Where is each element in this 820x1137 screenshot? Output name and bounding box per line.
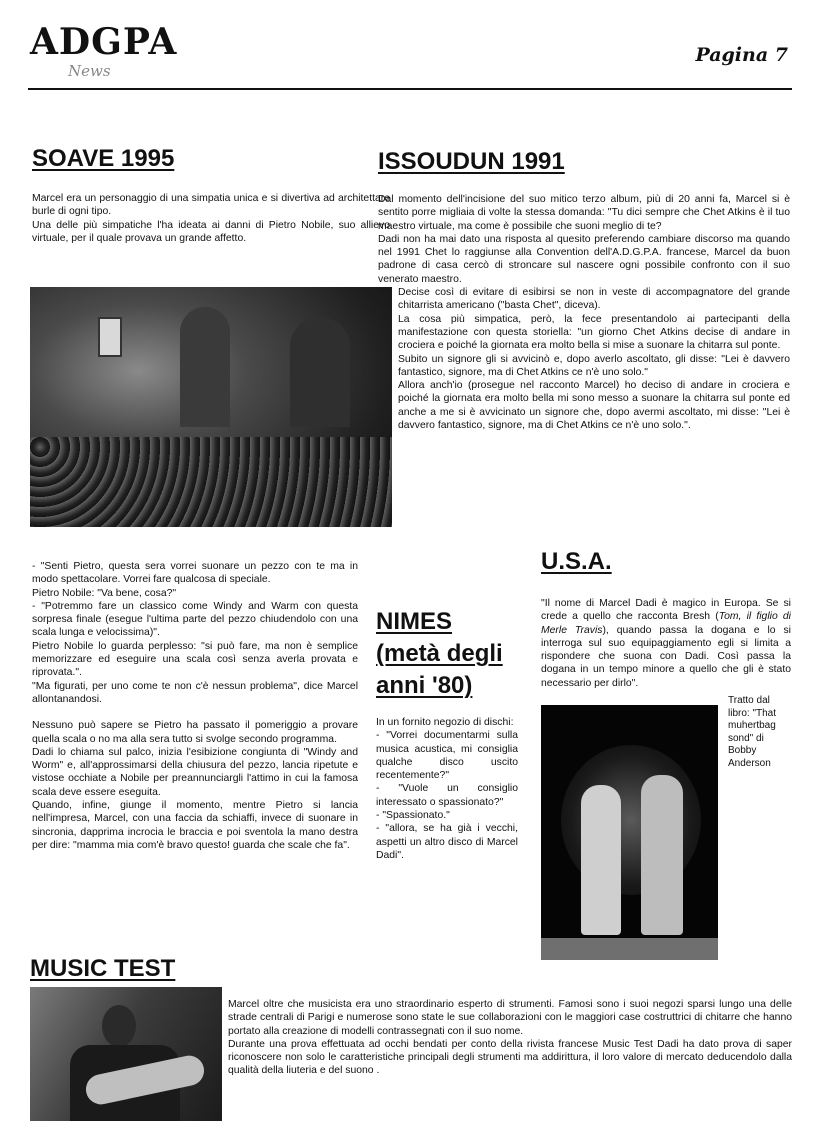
soave-story — [32, 560, 358, 852]
usa-para-2: ), quando passa la dogana e lo si interroga sul suo equipaggiamento egli si limita a rispondere che suona con Dadi. Così passa la dogana in un tempo minore a quello che gli è stato necessario per dirlo". — [541, 624, 791, 689]
nimes-p3: - "Vuole un consiglio interessato o spassionato?" — [376, 783, 518, 808]
music-test-p2: Durante una prova effettuata ad occhi bendati per conto della rivista francese Music Test Dadi ha dato prova di saper riconoscere non solo le caratteristiche principali degli strumenti ma addirittura, il loro valore di mercato deducendolo dalla qualità della liuteria e del suono . — [228, 1038, 792, 1077]
nimes-text — [376, 716, 518, 862]
issoudun-p3: Decise così di evitare di esibirsi se non in veste di accompagnatore del grande chitarrista americano ("basta Chet", diceva). — [398, 287, 790, 312]
soave-intro-p1: Marcel era un personaggio di una simpatia unica e si divertiva ad architettare burle di ogni tipo. — [32, 193, 390, 218]
usa-source: Tratto dal libro: "That muhertbag sond" di Bobby Anderson — [728, 695, 777, 769]
nimes-p4: - "Spassionato." — [376, 810, 450, 822]
issoudun-p6: Allora anch'io (prosegue nel racconto Marcel) ho deciso di andare in crociera e poiché la giornata era molto bella mi sono messo a suonare la chitarra sul ponte ed anche a me si è avvicinato un signore che, dopo avermi ascoltato, mi disse: "Lei è davvero fantastico, signore, ma di Chet Atkins ce n'è uno solo.". — [398, 380, 790, 432]
page-number: Pagina 7 — [695, 44, 788, 66]
music-test-p1: Marcel oltre che musicista era uno straordinario esperto di strumenti. Famosi sono i suoi negozi sparsi lungo una delle strade centrali di Parigi e numerose sono state le sue collaborazioni con le maggiori case costruttrici di chitarre che hanno portato alla creazione di modelli contrassegnati con il suo nome. — [228, 999, 792, 1037]
guitar-photo — [30, 987, 222, 1121]
usa-para-1: "Il nome di Marcel Dadi è magico in Europa. Se si crede a quello che racconta Bresh ( — [541, 598, 791, 623]
logo-script: News — [68, 62, 111, 80]
nimes-p2: - "Vorrei documentarmi sulla musica acustica, mi consiglia qualche disco uscito recentemente?" — [376, 730, 518, 782]
soave-story-p7: Dadi lo chiama sul palco, inizia l'esibizione congiunta di "Windy and Worm" e, all'approssimarsi della chiusura del pezzo, lancia ripetute e vistose occhiate a Nobile per preannunciargli l'attimo in cui la famosa scala deve essere eseguita. — [32, 746, 358, 798]
soave-story-p1: - "Senti Pietro, questa sera vorrei suonare un pezzo con te ma in modo spettacolare. Vorrei fare qualcosa di speciale. — [32, 561, 358, 586]
soave-title: SOAVE 1995 — [32, 145, 175, 172]
issoudun-p1: Dal momento dell'incisione del suo mitico terzo album, più di 20 anni fa, Marcel si è sentito porre migliaia di volte la stessa domanda: "Tu dici sempre che Chet Atkins è il tuo maestro virtuale, ma come è possibile che suoni meglio di te? — [378, 194, 790, 232]
issoudun-p4: La cosa più simpatica, però, la fece presentandolo ai partecipanti della manifestazione con questa storiella: "un giorno Chet Atkins decise di andare in crociera e poiché la giornata era molto bella si mise a suonare la chitarra sul ponte. — [398, 313, 790, 352]
soave-story-p2: Pietro Nobile: "Va bene, cosa?" — [32, 587, 177, 599]
concert-hall-photo — [30, 287, 392, 527]
soave-story-p6: Nessuno può sapere se Pietro ha passato il pomeriggio a provare quella scala o no ma alla sera tutto si svolge secondo programma. — [32, 720, 358, 745]
issoudun-text — [378, 193, 790, 432]
issoudun-title: ISSOUDUN 1991 — [378, 148, 565, 175]
soave-intro — [32, 192, 390, 245]
usa-title: U.S.A. — [541, 548, 612, 575]
issoudun-p5: Subito un signore gli si avvicinò e, dopo averlo ascoltato, gli disse: "Lei è davvero fantastico, signore, ma di Chet Atkins ce n'è uno solo." — [398, 353, 790, 378]
nimes-title-3: anni '80) — [376, 672, 473, 699]
soave-story-p5: "Ma figurati, per uno come te non c'è nessun problema", dice Marcel allontanandosi. — [32, 680, 358, 705]
soave-intro-p2: Una delle più simpatiche l'ha ideata ai danni di Pietro Nobile, suo allievo virtuale, per il quale provava un grande affetto. — [32, 219, 390, 244]
nimes-p1: In un fornito negozio di dischi: — [376, 717, 514, 728]
soave-story-p4: Pietro Nobile lo guarda perplesso: "si può fare, ma non è semplice memorizzare ed eseguire una scala così senza averla provata e riprovata.". — [32, 640, 358, 679]
nimes-title-1: NIMES — [376, 608, 453, 635]
masthead — [30, 21, 178, 82]
music-test-title: MUSIC TEST — [30, 955, 176, 982]
usa-text — [541, 597, 791, 697]
nimes-p5: - "allora, se ha già i vecchi, aspetti un altro disco di Marcel Dadi". — [376, 823, 518, 861]
usa-para-em: Tom, il figlio di Merle Travis — [541, 611, 791, 636]
issoudun-p2: Dadi non ha mai dato una risposta al quesito preferendo cambiare discorso ma quando nel 1991 Chet lo raggiunse alla Convention dell'A.D.G.P.A. francese, Marcel da buon padrone di casa cercò di stroncare sul nascere ogni possibile confronto con il suo venerato maestro. — [378, 233, 790, 285]
logo: ADGPA — [30, 21, 178, 63]
stage-photo — [541, 705, 718, 960]
header-rule — [28, 88, 792, 90]
music-test-text — [228, 998, 792, 1078]
nimes-title-2: (metà degli — [376, 640, 503, 667]
soave-story-p8: Quando, infine, giunge il momento, mentre Pietro si lancia nell'impresa, Marcel, con una faccia da schiaffi, invece di suonare in sincronia, dapprima incrocia le braccia e poi sventola la mano destra per dire: "mamma mia com'è bravo questo! guarda che scale che fa". — [32, 800, 358, 851]
soave-story-p3: - "Potremmo fare un classico come Windy and Warm con questa sorpresa finale (esegue l'ultima parte del pezzo chiudendolo con una scala lunga e velocissima)". — [32, 600, 358, 639]
